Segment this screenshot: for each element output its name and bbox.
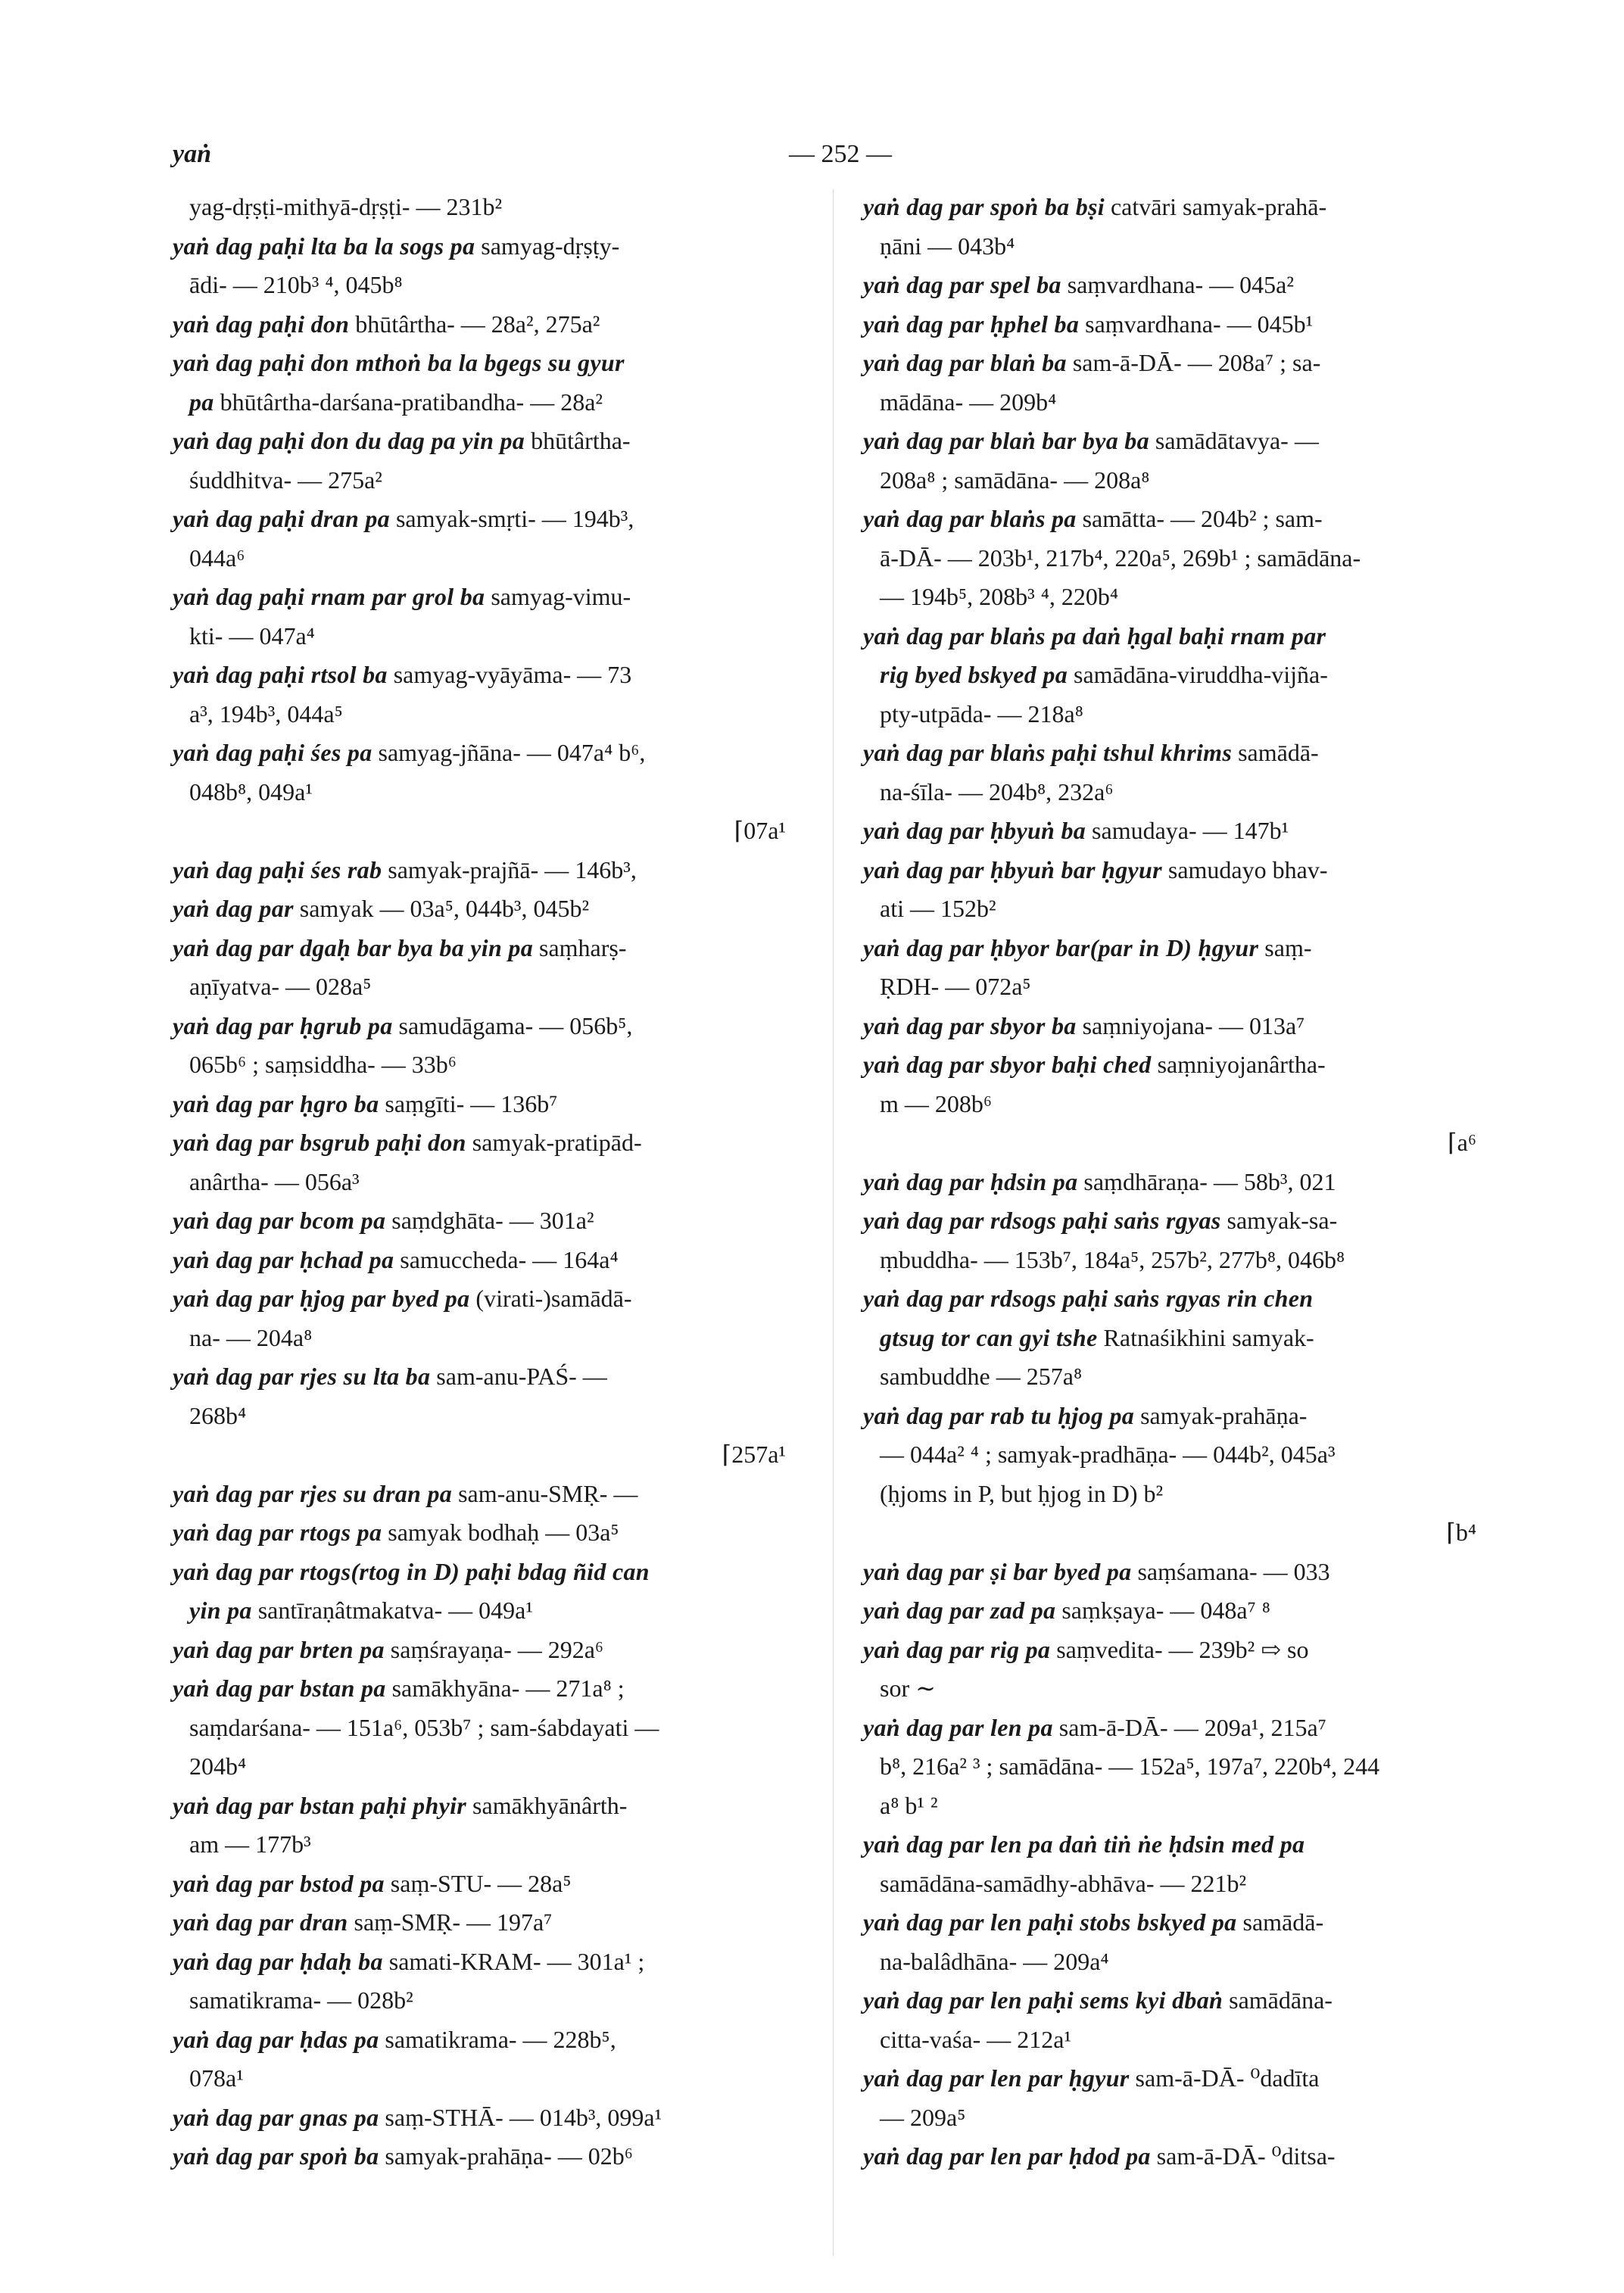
entry-line bbox=[173, 344, 801, 383]
entry-line bbox=[863, 1085, 1492, 1124]
entry-line bbox=[863, 1279, 1492, 1319]
tibetan-headword: yaṅ dag par len pa bbox=[863, 1713, 1053, 1741]
entry-line bbox=[173, 1825, 801, 1865]
sanskrit-gloss: samyag-vyāyāma- — 73 bbox=[387, 661, 632, 688]
sanskrit-gloss: a³, 194b³, 044a⁵ bbox=[189, 699, 343, 727]
sanskrit-gloss: samādātavya- — bbox=[1149, 427, 1319, 454]
entry-line bbox=[173, 656, 801, 695]
sanskrit-gloss: samyak-pratipād- bbox=[466, 1129, 642, 1156]
entry-line bbox=[173, 812, 801, 851]
entry-line bbox=[173, 2059, 801, 2098]
tibetan-headword: yaṅ dag paḥi śes rab bbox=[173, 855, 382, 883]
entry-line bbox=[173, 617, 801, 656]
entry-line bbox=[863, 1513, 1492, 1553]
entry-line bbox=[863, 1825, 1492, 1865]
sanskrit-gloss: saṃharṣ- bbox=[533, 933, 627, 961]
entry-line bbox=[173, 188, 801, 227]
entry-line bbox=[173, 500, 801, 539]
sanskrit-gloss: samākhyāna- — 271a⁸ ; bbox=[385, 1675, 625, 1702]
entry-line bbox=[173, 1357, 801, 1397]
entry-line bbox=[863, 266, 1492, 305]
tibetan-headword: yaṅ dag par dgaḥ bar bya ba yin pa bbox=[173, 933, 533, 961]
sanskrit-gloss: saṃ- bbox=[1258, 933, 1312, 961]
page-number: — 252 — bbox=[789, 140, 892, 168]
entry-line bbox=[173, 227, 801, 266]
entry-line bbox=[173, 889, 801, 929]
sanskrit-gloss: samādāna-samādhy-abhāva- — 221b² bbox=[880, 1869, 1247, 1897]
entry-line bbox=[863, 539, 1492, 578]
sanskrit-gloss: samudaya- — 147b¹ bbox=[1086, 817, 1289, 844]
sanskrit-gloss: sam-ā-DĀ- ⁰dadīta bbox=[1129, 2064, 1320, 2092]
sanskrit-gloss: 208a⁸ ; samādāna- — 208a⁸ bbox=[880, 466, 1150, 494]
sanskrit-gloss: ṚDH- — 072a⁵ bbox=[880, 973, 1031, 1000]
sanskrit-gloss: samuccheda- — 164a⁴ bbox=[394, 1245, 619, 1273]
tibetan-headword: yaṅ dag paḥi don bbox=[173, 310, 350, 338]
tibetan-headword: yaṅ dag par rjes su lta ba bbox=[173, 1363, 431, 1390]
sanskrit-gloss: bhūtârtha- bbox=[525, 427, 631, 454]
tibetan-headword: yaṅ dag paḥi rtsol ba bbox=[173, 661, 388, 688]
sanskrit-gloss: samādāna-viruddha-vijña- bbox=[1068, 661, 1328, 688]
entry-line bbox=[863, 2098, 1492, 2138]
entry-line bbox=[173, 422, 801, 461]
tibetan-headword: yaṅ dag par rdsogs paḥi saṅs rgyas rin chen bbox=[863, 1285, 1314, 1312]
sanskrit-gloss: m — 208b⁶ bbox=[880, 1089, 993, 1117]
entry-line bbox=[173, 1747, 801, 1787]
tibetan-headword: yaṅ dag par blaṅs pa daṅ ḥgal baḥi rnam par bbox=[863, 622, 1326, 650]
entry-line bbox=[863, 1045, 1492, 1085]
sanskrit-gloss: saṃniyojana- — 013a⁷ bbox=[1076, 1011, 1305, 1039]
sanskrit-gloss: na- — 204a⁸ bbox=[189, 1323, 313, 1351]
tibetan-headword: yaṅ dag paḥi don du dag pa yin pa bbox=[173, 427, 525, 454]
entry-line bbox=[863, 500, 1492, 539]
entry-line bbox=[863, 1709, 1492, 1748]
sanskrit-gloss: ⌈07a¹ bbox=[734, 817, 786, 844]
entry-line bbox=[863, 1981, 1492, 2020]
tibetan-headword: yaṅ dag par blaṅ ba bbox=[863, 349, 1067, 376]
running-head: yaṅ bbox=[173, 140, 211, 168]
entry-line bbox=[863, 1669, 1492, 1709]
entry-line bbox=[863, 1865, 1492, 1904]
sanskrit-gloss: kti- — 047a⁴ bbox=[189, 622, 315, 650]
sanskrit-gloss: 044a⁶ bbox=[189, 544, 245, 572]
tibetan-headword: yaṅ dag par len paḥi stobs bskyed pa bbox=[863, 1908, 1237, 1936]
tibetan-headword: yaṅ dag par blaṅs pa bbox=[863, 505, 1077, 532]
tibetan-headword: yaṅ dag par ḥbyuṅ bar ḥgyur bbox=[863, 855, 1162, 883]
tibetan-headword: yaṅ dag paḥi lta ba la sogs pa bbox=[173, 232, 475, 260]
sanskrit-gloss: — 194b⁵, 208b³ ⁴, 220b⁴ bbox=[880, 583, 1119, 610]
tibetan-headword: gtsug tor can gyi tshe bbox=[880, 1323, 1098, 1351]
sanskrit-gloss: saṃ-STU- — 28a⁵ bbox=[384, 1869, 572, 1897]
entry-line bbox=[173, 1787, 801, 1826]
tibetan-headword: yaṅ dag par rtogs pa bbox=[173, 1519, 382, 1546]
entry-line bbox=[173, 1943, 801, 1982]
tibetan-headword: yaṅ dag par ḥchad pa bbox=[173, 1245, 394, 1273]
sanskrit-gloss: bhūtârtha- — 28a², 275a² bbox=[349, 310, 600, 338]
sanskrit-gloss: samudāgama- — 056b⁵, bbox=[392, 1011, 633, 1039]
sanskrit-gloss: saṃvardhana- — 045a² bbox=[1061, 271, 1294, 298]
sanskrit-gloss: b⁸, 216a² ³ ; samādāna- — 152a⁵, 197a⁷, 220b⁴, 244 bbox=[880, 1752, 1380, 1780]
tibetan-headword: yaṅ dag par rab tu ḥjog pa bbox=[863, 1401, 1135, 1429]
entry-line bbox=[173, 461, 801, 500]
sanskrit-gloss: samati-KRAM- — 301a¹ ; bbox=[382, 1947, 645, 1975]
sanskrit-gloss: samādā- bbox=[1232, 739, 1319, 766]
entry-line bbox=[173, 305, 801, 344]
sanskrit-gloss: na-śīla- — 204b⁸, 232a⁶ bbox=[880, 777, 1114, 805]
entry-line bbox=[173, 1435, 801, 1475]
sanskrit-gloss: — 209a⁵ bbox=[880, 2103, 966, 2131]
entry-line bbox=[173, 1045, 801, 1085]
entry-line bbox=[863, 461, 1492, 500]
entry-line bbox=[863, 656, 1492, 695]
entry-line bbox=[173, 773, 801, 812]
sanskrit-gloss: anârtha- — 056a³ bbox=[189, 1167, 360, 1195]
entry-line bbox=[863, 2020, 1492, 2060]
entry-line bbox=[863, 578, 1492, 617]
sanskrit-gloss: sam-ā-DĀ- — 209a¹, 215a⁷ bbox=[1052, 1713, 1326, 1741]
sanskrit-gloss: ṃbuddha- — 153b⁷, 184a⁵, 257b², 277b⁸, 046b⁸ bbox=[880, 1245, 1345, 1273]
sanskrit-gloss: (ḥjoms in P, but ḥjog in D) b² bbox=[880, 1479, 1164, 1507]
sanskrit-gloss: sam-ā-DĀ- ⁰ditsa- bbox=[1150, 2142, 1336, 2170]
tibetan-headword: yaṅ dag paḥi rnam par grol ba bbox=[173, 583, 485, 610]
entry-line bbox=[173, 1631, 801, 1670]
sanskrit-gloss: samyag-jñāna- — 047a⁴ b⁶, bbox=[372, 739, 646, 766]
entry-line bbox=[863, 812, 1492, 851]
entry-line bbox=[173, 929, 801, 968]
entry-line bbox=[863, 1007, 1492, 1046]
sanskrit-gloss: ⌈257a¹ bbox=[722, 1441, 786, 1468]
tibetan-headword: yaṅ dag par ḥdsin pa bbox=[863, 1167, 1078, 1195]
tibetan-headword: rig byed bskyed pa bbox=[880, 661, 1068, 688]
sanskrit-gloss: samatikrama- — 028b² bbox=[189, 1986, 413, 2014]
sanskrit-gloss: sor ∼ bbox=[880, 1675, 936, 1702]
sanskrit-gloss: samyag-vimu- bbox=[485, 583, 631, 610]
entry-line bbox=[173, 1007, 801, 1046]
tibetan-headword: yaṅ dag par rdsogs paḥi saṅs rgyas bbox=[863, 1207, 1221, 1234]
entry-line bbox=[173, 1241, 801, 1280]
entry-line bbox=[173, 1397, 801, 1436]
sanskrit-gloss: saṃśrayaṇa- — 292a⁶ bbox=[384, 1635, 604, 1663]
entry-line bbox=[173, 383, 801, 422]
tibetan-headword: pa bbox=[189, 388, 214, 416]
tibetan-headword: yaṅ dag par zad pa bbox=[863, 1597, 1056, 1624]
entry-line bbox=[863, 1319, 1492, 1358]
sanskrit-gloss: saṃdarśana- — 151a⁶, 053b⁷ ; sam-śabdayati — bbox=[189, 1713, 659, 1741]
tibetan-headword: yaṅ dag paḥi śes pa bbox=[173, 739, 372, 766]
sanskrit-gloss: (virati-)samādā- bbox=[469, 1285, 632, 1312]
tibetan-headword: yaṅ dag paḥi dran pa bbox=[173, 505, 390, 532]
sanskrit-gloss: aṇīyatva- — 028a⁵ bbox=[189, 973, 372, 1000]
entry-line bbox=[863, 227, 1492, 266]
entry-line bbox=[863, 617, 1492, 656]
sanskrit-gloss: Ratnaśikhini samyak- bbox=[1097, 1323, 1314, 1351]
sanskrit-gloss: ṇāni — 043b⁴ bbox=[880, 232, 1015, 260]
tibetan-headword: yaṅ dag par sbyor ba bbox=[863, 1011, 1077, 1039]
entry-line bbox=[863, 1241, 1492, 1280]
entry-line bbox=[863, 2059, 1492, 2098]
sanskrit-gloss: na-balâdhāna- — 209a⁴ bbox=[880, 1947, 1109, 1975]
entry-line bbox=[863, 422, 1492, 461]
left-column bbox=[173, 188, 801, 2176]
entry-line bbox=[173, 851, 801, 890]
entry-line bbox=[863, 1591, 1492, 1631]
entry-line bbox=[863, 1475, 1492, 1514]
tibetan-headword: yaṅ dag par len par ḥgyur bbox=[863, 2064, 1130, 2092]
tibetan-headword: yaṅ dag par dran bbox=[173, 1908, 348, 1936]
tibetan-headword: yaṅ dag par rig pa bbox=[863, 1635, 1051, 1663]
sanskrit-gloss: 078a¹ bbox=[189, 2064, 244, 2092]
entry-line bbox=[173, 578, 801, 617]
entry-line bbox=[173, 734, 801, 773]
tibetan-headword: yaṅ dag par ḥbyuṅ ba bbox=[863, 817, 1086, 844]
sanskrit-gloss: samyak-smṛti- — 194b³, bbox=[389, 505, 634, 532]
entry-line bbox=[863, 383, 1492, 422]
sanskrit-gloss: sam-anu-PAŚ- — bbox=[430, 1363, 607, 1390]
entry-line bbox=[863, 1787, 1492, 1826]
sanskrit-gloss: samudayo bhav- bbox=[1161, 855, 1328, 883]
tibetan-headword: yaṅ dag par ḥdas pa bbox=[173, 2025, 379, 2053]
entry-line bbox=[863, 188, 1492, 227]
tibetan-headword: yaṅ dag par len paḥi sems kyi dbaṅ bbox=[863, 1986, 1223, 2014]
sanskrit-gloss: saṃniyojanârtha- bbox=[1151, 1051, 1326, 1078]
entry-line bbox=[173, 1123, 801, 1163]
entry-line bbox=[173, 1085, 801, 1124]
entry-line bbox=[863, 1163, 1492, 1202]
sanskrit-gloss: 268b⁴ bbox=[189, 1401, 247, 1429]
sanskrit-gloss: sam-anu-SMṚ- — bbox=[452, 1479, 638, 1507]
tibetan-headword: yaṅ dag par sbyor baḥi ched bbox=[863, 1051, 1152, 1078]
sanskrit-gloss: samākhyānârth- bbox=[466, 1791, 628, 1819]
entry-line bbox=[173, 1513, 801, 1553]
entry-line bbox=[173, 1903, 801, 1943]
sanskrit-gloss: a⁸ b¹ ² bbox=[880, 1791, 938, 1819]
entry-line bbox=[173, 2020, 801, 2060]
sanskrit-gloss: ati — 152b² bbox=[880, 895, 996, 922]
tibetan-headword: yaṅ dag par ḥdaḥ ba bbox=[173, 1947, 383, 1975]
entry-line bbox=[173, 266, 801, 305]
tibetan-headword: yaṅ dag par brten pa bbox=[173, 1635, 385, 1663]
sanskrit-gloss: śuddhitva- — 275a² bbox=[189, 466, 382, 494]
entry-line bbox=[863, 851, 1492, 890]
tibetan-headword: yaṅ dag par ḥgrub pa bbox=[173, 1011, 393, 1039]
sanskrit-gloss: ⌈b⁴ bbox=[1446, 1519, 1476, 1546]
sanskrit-gloss: samyak bodhaḥ — 03a⁵ bbox=[382, 1519, 619, 1546]
entry-line bbox=[173, 1319, 801, 1358]
sanskrit-gloss: sam-ā-DĀ- — 208a⁷ ; sa- bbox=[1066, 349, 1321, 376]
sanskrit-gloss: samātta- — 204b² ; sam- bbox=[1076, 505, 1323, 532]
entry-line bbox=[863, 1903, 1492, 1943]
tibetan-headword: yaṅ dag par ḥgro ba bbox=[173, 1089, 379, 1117]
entry-line bbox=[863, 1553, 1492, 1592]
entry-line bbox=[173, 2137, 801, 2176]
entry-line bbox=[863, 967, 1492, 1007]
tibetan-headword: yaṅ dag par bstod pa bbox=[173, 1869, 385, 1897]
entry-line bbox=[863, 1631, 1492, 1670]
entry-line bbox=[173, 967, 801, 1007]
entry-line bbox=[863, 1397, 1492, 1436]
entry-line bbox=[863, 773, 1492, 812]
sanskrit-gloss: samyak-prahāṇa- bbox=[1134, 1401, 1308, 1429]
entry-line bbox=[863, 695, 1492, 734]
entry-line bbox=[173, 1865, 801, 1904]
tibetan-headword: yaṅ dag paḥi don mthoṅ ba la bgegs su gyur bbox=[173, 349, 625, 376]
sanskrit-gloss: saṃvedita- — 239b² ⇨ so bbox=[1050, 1635, 1309, 1663]
tibetan-headword: yaṅ dag par bbox=[173, 895, 294, 922]
entry-line bbox=[863, 2137, 1492, 2176]
entry-line bbox=[173, 1591, 801, 1631]
entry-line bbox=[173, 1709, 801, 1748]
sanskrit-gloss: samādā- bbox=[1236, 1908, 1324, 1936]
entry-line bbox=[173, 1279, 801, 1319]
entry-line bbox=[863, 305, 1492, 344]
sanskrit-gloss: samatikrama- — 228b⁵, bbox=[379, 2025, 616, 2053]
sanskrit-gloss: saṃdghāta- — 301a² bbox=[385, 1207, 594, 1234]
right-column bbox=[863, 188, 1492, 2176]
sanskrit-gloss: mādāna- — 209b⁴ bbox=[880, 388, 1057, 416]
tibetan-headword: yaṅ dag par spel ba bbox=[863, 271, 1061, 298]
sanskrit-gloss: 048b⁸, 049a¹ bbox=[189, 777, 313, 805]
entry-line bbox=[173, 1669, 801, 1709]
sanskrit-gloss: citta-vaśa- — 212a¹ bbox=[880, 2025, 1072, 2053]
sanskrit-gloss: saṃgīti- — 136b⁷ bbox=[379, 1089, 558, 1117]
tibetan-headword: yaṅ dag par ḥjog par byed pa bbox=[173, 1285, 470, 1312]
sanskrit-gloss: sambuddhe — 257a⁸ bbox=[880, 1363, 1083, 1390]
entry-line bbox=[173, 1553, 801, 1592]
sanskrit-gloss: saṃ-SMṚ- — 197a⁷ bbox=[348, 1908, 553, 1936]
sanskrit-gloss: samyag-dṛṣṭy- bbox=[475, 232, 620, 260]
tibetan-headword: yaṅ dag par bcom pa bbox=[173, 1207, 386, 1234]
tibetan-headword: yaṅ dag par bstan pa bbox=[173, 1675, 386, 1702]
tibetan-headword: yin pa bbox=[189, 1597, 252, 1624]
tibetan-headword: yaṅ dag par rjes su dran pa bbox=[173, 1479, 453, 1507]
tibetan-headword: yaṅ dag par spoṅ ba bṣi bbox=[863, 193, 1105, 220]
entry-line bbox=[863, 929, 1492, 968]
sanskrit-gloss: 204b⁴ bbox=[189, 1752, 247, 1780]
sanskrit-gloss: samyak — 03a⁵, 044b³, 045b² bbox=[293, 895, 590, 922]
tibetan-headword: yaṅ dag par len par ḥdod pa bbox=[863, 2142, 1151, 2170]
tibetan-headword: yaṅ dag par len pa daṅ tiṅ ṅe ḥdsin med pa bbox=[863, 1830, 1305, 1858]
tibetan-headword: yaṅ dag par gnas pa bbox=[173, 2103, 379, 2131]
entry-line bbox=[863, 889, 1492, 929]
tibetan-headword: yaṅ dag par bsgrub paḥi don bbox=[173, 1129, 466, 1156]
tibetan-headword: yaṅ dag par bstan paḥi phyir bbox=[173, 1791, 467, 1819]
entry-line bbox=[863, 344, 1492, 383]
sanskrit-gloss: samyak-prahāṇa- — 02b⁶ bbox=[379, 2142, 633, 2170]
entry-line bbox=[863, 1201, 1492, 1241]
entry-line bbox=[173, 1163, 801, 1202]
sanskrit-gloss: catvāri samyak-prahā- bbox=[1104, 193, 1327, 220]
sanskrit-gloss: saṃdhāraṇa- — 58b³, 021 bbox=[1077, 1167, 1336, 1195]
sanskrit-gloss: ādi- — 210b³ ⁴, 045b⁸ bbox=[189, 271, 403, 298]
tibetan-headword: yaṅ dag par blaṅ bar bya ba bbox=[863, 427, 1149, 454]
sanskrit-gloss: samyak-prajñā- — 146b³, bbox=[382, 855, 637, 883]
entry-line bbox=[863, 1123, 1492, 1163]
sanskrit-gloss: ā-DĀ- — 203b¹, 217b⁴, 220a⁵, 269b¹ ; samādāna- bbox=[880, 544, 1361, 572]
sanskrit-gloss: saṃśamana- — 033 bbox=[1131, 1557, 1330, 1585]
tibetan-headword: yaṅ dag par blaṅs paḥi tshul khrims bbox=[863, 739, 1233, 766]
entry-line bbox=[863, 734, 1492, 773]
sanskrit-gloss: samyak-sa- bbox=[1220, 1207, 1338, 1234]
tibetan-headword: yaṅ dag par ḥbyor bar(par in D) ḥgyur bbox=[863, 933, 1259, 961]
entry-line bbox=[173, 1475, 801, 1514]
entry-line bbox=[863, 1747, 1492, 1787]
sanskrit-gloss: bhūtârtha-darśana-pratibandha- — 28a² bbox=[214, 388, 603, 416]
column-divider bbox=[833, 189, 834, 2256]
sanskrit-gloss: santīraṇâtmakatva- — 049a¹ bbox=[251, 1597, 533, 1624]
tibetan-headword: yaṅ dag par spoṅ ba bbox=[173, 2142, 379, 2170]
sanskrit-gloss: 065b⁶ ; saṃsiddha- — 33b⁶ bbox=[189, 1051, 457, 1078]
tibetan-headword: yaṅ dag par rtogs(rtog in D) paḥi bdag ñid can bbox=[173, 1557, 650, 1585]
entry-line bbox=[863, 1435, 1492, 1475]
sanskrit-gloss: saṃkṣaya- — 048a⁷ ⁸ bbox=[1055, 1597, 1270, 1624]
entry-line bbox=[173, 1981, 801, 2020]
entry-line bbox=[173, 539, 801, 578]
entry-line bbox=[173, 2098, 801, 2138]
sanskrit-gloss: am — 177b³ bbox=[189, 1830, 311, 1858]
sanskrit-gloss: ⌈a⁶ bbox=[1448, 1129, 1476, 1156]
sanskrit-gloss: pty-utpāda- — 218a⁸ bbox=[880, 699, 1083, 727]
entry-line bbox=[173, 695, 801, 734]
entry-line bbox=[173, 1201, 801, 1241]
entry-line bbox=[863, 1943, 1492, 1982]
tibetan-headword: yaṅ dag par ḥphel ba bbox=[863, 310, 1080, 338]
tibetan-headword: yaṅ dag par ṣi bar byed pa bbox=[863, 1557, 1132, 1585]
entry-line bbox=[863, 1357, 1492, 1397]
sanskrit-gloss: saṃvardhana- — 045b¹ bbox=[1079, 310, 1314, 338]
sanskrit-gloss: samādāna- bbox=[1223, 1986, 1333, 2014]
sanskrit-gloss: saṃ-STHĀ- — 014b³, 099a¹ bbox=[379, 2103, 662, 2131]
sanskrit-gloss: — 044a² ⁴ ; samyak-pradhāṇa- — 044b², 045a³ bbox=[880, 1441, 1336, 1468]
sanskrit-gloss: yag-dṛṣṭi-mithyā-dṛṣṭi- — 231b² bbox=[189, 193, 503, 220]
